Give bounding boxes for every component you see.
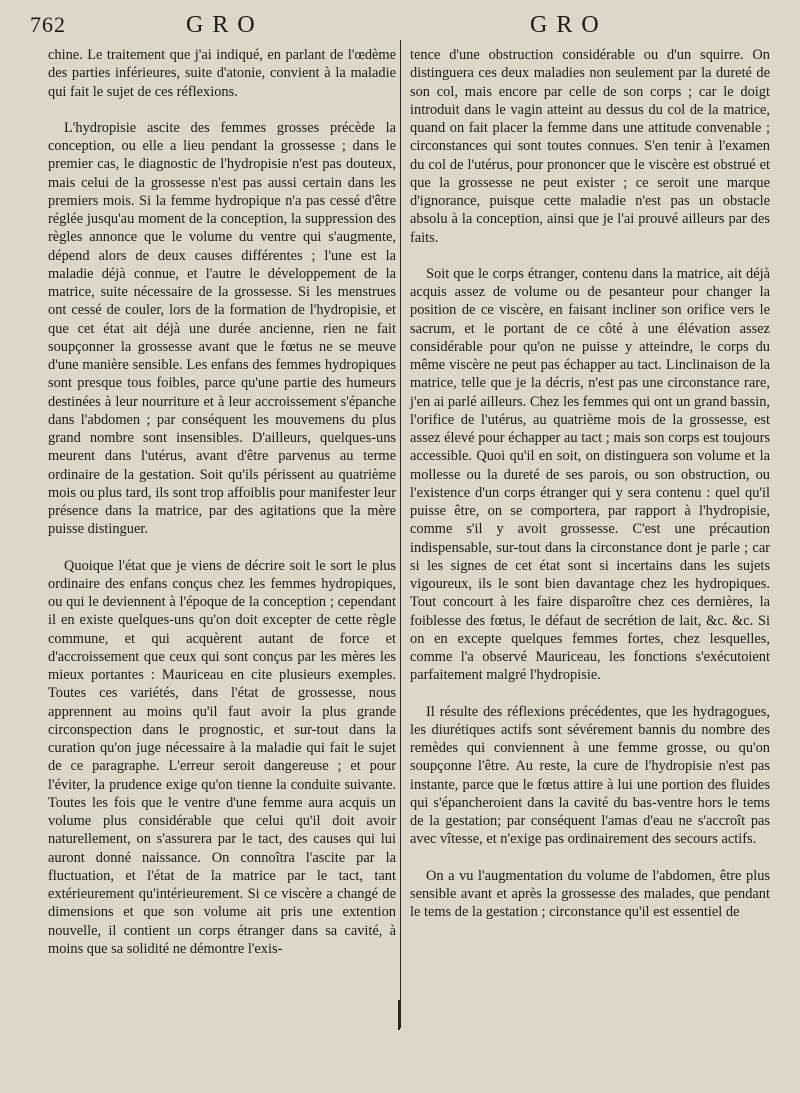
column-divider-mark — [398, 1000, 400, 1030]
running-head-right: GRO — [530, 12, 608, 38]
paragraph: L'hydropisie ascite des femmes grosses précède la conception, ou elle a lieu pendant la grossesse ; dans le premier cas, le diagnostic de l'hydropisie n'est pas douteux, mais celui de la grossesse n'est pas aussi certain dans les premiers mois. Si la femme hydropique n'a pas cessé d'être réglée jusqu'au moment de la conception, la suppression des règles annonce que le volume du ventre qui s'augmente, dépend alors de deux causes différentes ; l'une est la maladie déjà connue, et l'autre le développement de la matrice, suite nécessaire de la grossesse. Si les menstrues ont cessé de couler, lors de la formation de l'hydropisie, et que cet état ait déjà une durée ancienne, rien ne fait soupçonner la grossesse avant que le fœtus ne se meuve d'une manière sensible. Les enfans des femmes hydropiques sont presque tous foibles, parce qu'une partie des humeurs destinées à leur nourriture et à leur accroissement s'épanche dans l'abdomen ; par conséquent les mouvemens du plus grand nombre sont insensibles. D'ailleurs, quelques-uns meurent dans l'utérus, avant d'être parvenus au terme ordinaire de la gestation. Soit qu'ils périssent au quatrième mois ou plus tard, ils sont trop affoiblis pour manifester leur présence dans la matrice, par des agitations que la mère puisse distinguer. — [48, 119, 396, 538]
running-head-left: GRO — [186, 12, 264, 38]
page-number: 762 — [30, 12, 66, 37]
column-divider — [400, 40, 401, 1028]
paragraph: tence d'une obstruction considérable ou d'un squirre. On distinguera ces deux maladies non seulement par la dureté de son col, mais encore par celle de son corps ; car le doigt introduit dans le vagin atteint au dessus du col de la matrice, quand on fait placer la femme dans une attitude convenable ; circonstances qui sont toutes connues. S'en tenir à l'examen du col de l'utérus, pour prononcer que le viscère est obstrué et que la grossesse ne peut exister ; ce seroit une marque d'ignorance, puisque cette maladie n'est pas un obstacle absolu à la conception, ainsi que je l'ai prouvé ailleurs par des faits. — [410, 47, 770, 246]
paragraph: chine. Le traitement que j'ai indiqué, en parlant de l'œdème des parties inférieures, suite d'atonie, convient à la maladie qui fait le sujet de ces réflexions. — [48, 47, 396, 100]
right-column — [410, 46, 770, 921]
left-column — [48, 46, 396, 958]
paragraph: Il résulte des réflexions précédentes, que les hydragogues, les diurétiques actifs sont sévérement bannis du nombre des remèdes qui conviennent à une femme grosse, ou qu'on soupçonne l'être. Au reste, la cure de l'hydropisie n'est pas instante, parce que le fœtus attire à lui une portion des fluides qui s'épancheroient dans la cavité du bas-ventre hors le tems de la gestation; par conséquent l'amas d'eau ne s'accroît pas avec vîtesse, et n'exige pas ordinairement des secours actifs. — [410, 703, 770, 848]
paragraph: On a vu l'augmentation du volume de l'abdomen, être plus sensible avant et après la grossesse des malades, que pendant le tems de la gestation ; circonstance qu'il est essentiel de — [410, 867, 770, 920]
paragraph: Quoique l'état que je viens de décrire soit le sort le plus ordinaire des enfans conçus chez les femmes hydropiques, ou qui le deviennent à l'époque de la conception ; cependant il en existe quelques-uns qu'on doit excepter de cette règle commune, et qui acquèrent autant de force et d'accroissement que ceux qui sont conçus par les mères les mieux portantes : Mauriceau en cite plusieurs exemples. Toutes ces variétés, dans l'état de grossesse, nous apprennent au moins qu'il faut avoir la plus grande circonspection dans le prognostic, et sur-tout dans la curation qu'on juge nécessaire à la maladie qui fait le sujet de ce paragraphe. L'erreur seroit dangereuse ; et pour l'éviter, la prudence exige qu'on tienne la conduite suivante. Toutes les fois que le ventre d'une femme aura acquis un volume plus considérable que celui qu'il doit avoir naturellement, on s'assurera par le tact, des causes qui lui auront donné naissance. On connoîtra l'ascite par la fluctuation, et l'état de la matrice par le tact, tant extérieurement qu'intérieurement. Si ce viscère a changé de dimensions et que son volume ait pris une extention nouvelle, il contient un corps étranger dans sa cavité, à moins que sa solidité ne démontre l'exis- — [48, 557, 396, 957]
paragraph: Soit que le corps étranger, contenu dans la matrice, ait déjà acquis assez de volume ou de pesanteur pour changer la position de ce viscère, en faisant incliner son orifice vers le sacrum, et le portant de ce côté à une élévation assez considérable pour qu'on ne puisse y atteindre, le corps du même viscère ne peut pas échapper au tact. Linclinaison de la matrice, telle que je la décris, n'est pas une circonstance rare, j'en ai parlé ailleurs. Chez les femmes qui ont un grand bassin, l'orifice de l'utérus, au quatrième mois de la grossesse, est assez élevé pour échapper au tact ; mais son corps est toujours accessible. Quoi qu'il en soit, on distinguera son volume et la mollesse ou la dureté de ses parois, ou son obstruction, ou l'existence d'un corps étranger qui y sera contenu : quel qu'il puisse être, on se comportera, par rapport à l'hydropisie, comme s'il y avoit grossesse. C'est une précaution indispensable, sur-tout dans la circonstance dont je parle ; car si les signes de cet état sont si incertains dans les sujets vigoureux, ils le sont bien davantage chez les hydropiques. Tout concourt à les faire disparoître chez ces dernières, la foiblesse des fœtus, le défaut de secrétion de lait, &c. &c. Si on en excepte quelques femmes fortes, chez lesquelles, comme l'a observé Mauriceau, les fonctions s'exécutoient parfaitement malgré l'hydropisie. — [410, 265, 770, 684]
